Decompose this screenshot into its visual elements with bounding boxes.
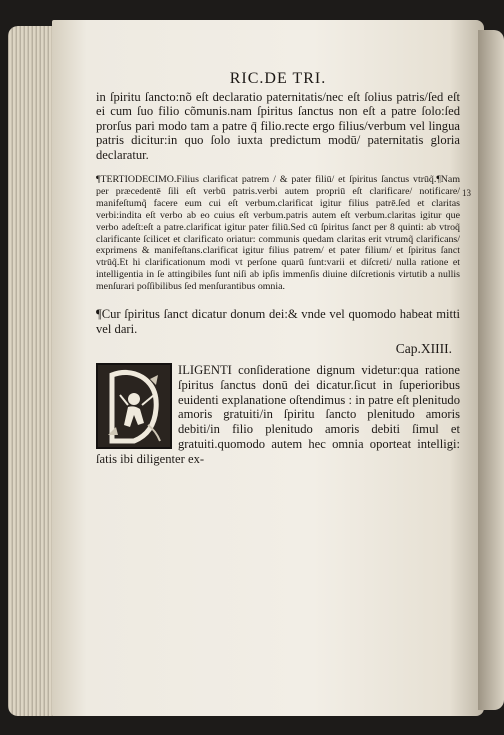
decorated-initial xyxy=(96,363,172,449)
chapter-number: Cap.XIIII. xyxy=(395,341,452,357)
chapter-paragraph: ILIGENTI conſideratione dignum videtur:qua ratione ſpiritus ſanctus donū dei dicatur.ſicut in ſuperioribus euidenti explanatione oſtendimus : in patre eſt plenitudo amoris gratuiti/in ſpiritu ſancto plenitudo amoris debiti/in filio plenitudo amoris debiti ſimul et gratuiti.quomodo autem hec omnia oporteat intelligi: ſatis ibi diligenter ex- xyxy=(96,363,460,466)
woodcut-figure-icon xyxy=(98,365,172,449)
paragraph-continuation: in ſpiritu ſancto:nõ eſt declaratio paternitatis/nec eſt ſolius patris/ſed eſt ei cum ſuo filio cõmunis.nam ſpiritus ſanctus non eſt a patre ſolo:ſed prorſus pari modo tam a patre q̄ filio.recte ergo filius/verbum vel lingua patris dicitur:in quo ſolo iuxta predictum modū/ paternitatis gloria declaratur. xyxy=(96,90,460,162)
page-edges xyxy=(8,26,54,716)
chapter-heading: ¶Cur ſpiritus ſanct dicatur donum dei:& vnde vel quomodo habeat mitti vel dari. xyxy=(96,307,460,337)
chapter-body xyxy=(96,363,460,467)
text-column xyxy=(96,70,460,467)
running-head: RIC.DE TRI. xyxy=(229,70,327,87)
paragraph-tertiodecimo: ¶TERTIODECIMO.Filius clarificat patrem / & pater filiū/ et ſpiritus ſanctus vtrūq̃.¶Nam per præcedentē ſili eſt verbū patris.verbi autem propriū eſt clarificare/ notificare/ manifeſtumq̃ facere eum cui eſt verbum.clarificat igitur filius patrē.ſed et claritas verbi:indita eſt verbo ab eo cuius eſt verbum.patris autem eſt verbum.claritas igitur que verbo adeſt:eſt a patre.clarificat igitur pater filiū.Sed cū ſpiritus ſanct per 8 quinti: ab vtroq̃ clarificante ſcilicet et clarificato oriatur: communis quedam claritas erit vtrumq̃ clarificans/ exprimens & manifeſtans.clarificat igitur filius patrem/ et pater filium/ et ſpiritus ſanct vtrūq̃.Et hi clarificationum modi vt perſone quarū ſunt:varii et diſcreti/ nulla ratione et intelligentia in ſe attingibiles ſunt niſi ab ipſis immenſis diuine diſcretionis virtutib a nullis menſurari poſſibilibus ſed menſurantibus omnia. xyxy=(96,174,460,293)
next-page-edge xyxy=(478,30,504,710)
margin-note: 13 xyxy=(462,188,471,198)
